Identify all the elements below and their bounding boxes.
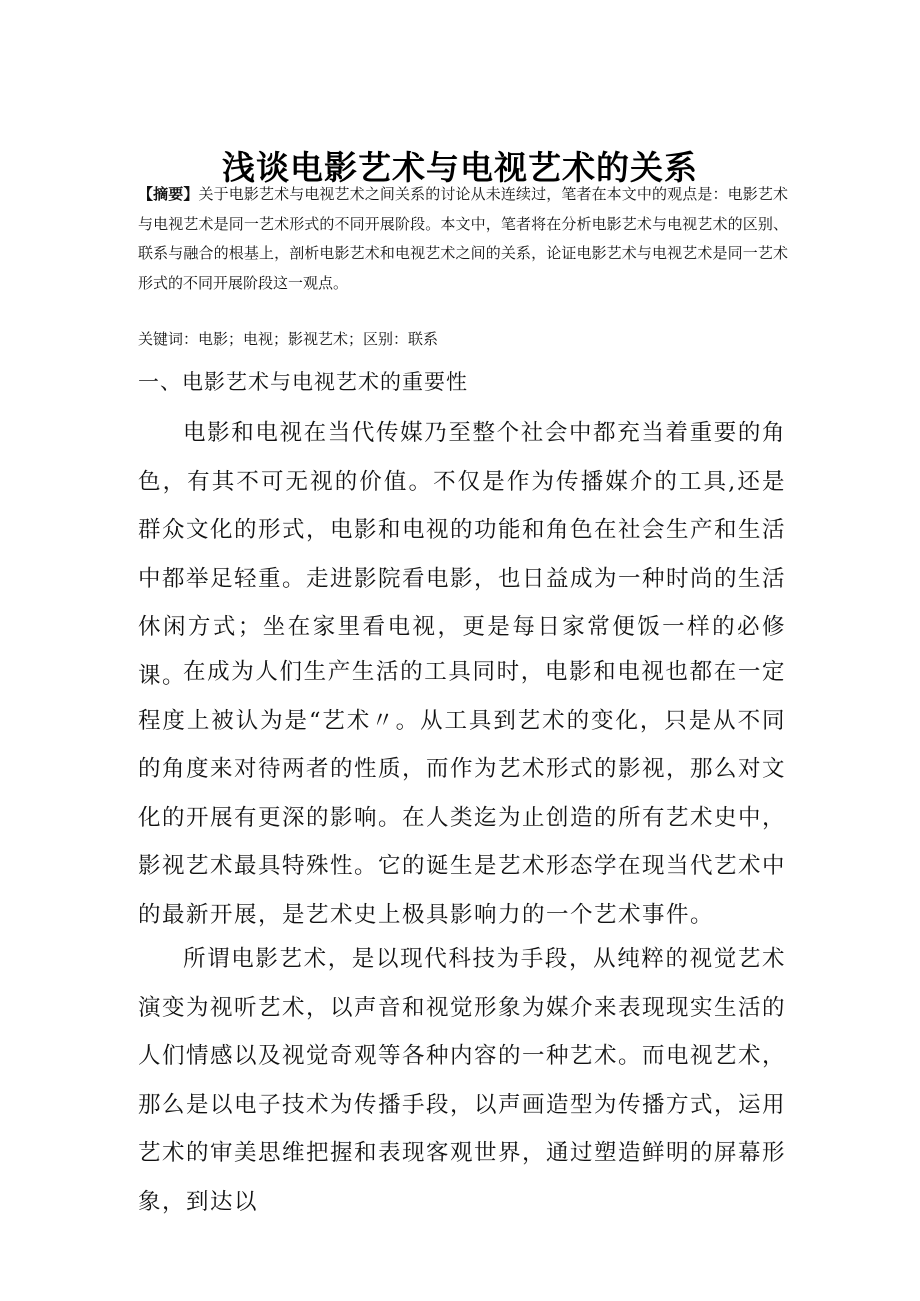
abstract	[138, 180, 788, 298]
abstract-label: 【摘要】	[138, 185, 199, 203]
abstract-text: 关于电影艺术与电视艺术之间关系的讨论从未连续过，笔者在本文中的观点是：电影艺术与电视艺术是同一艺术形式的不同开展阶段。本文中，笔者将在分析电影艺术与电视艺术的区别、联系与融合的根基上，剖析电影艺术和电视艺术之间的关系，论证电影艺术与电视艺术是同一艺术形式的不同开展阶段这一观点。	[138, 185, 788, 292]
keywords: 关键词：电影；电视；影视艺术；区别：联系	[138, 330, 439, 348]
body-paragraph: 所谓电影艺术，是以现代科技为手段，从纯粹的视觉艺术演变为视听艺术，以声音和视觉形象为媒介来表现现实生活的人们情感以及视觉奇观等各种内容的一种艺术。而电视艺术，那么是以电子技术为传播手段，以声画造型为传播方式，运用艺术的审美思维把握和表现客观世界，通过塑造鲜明的屏幕形象，到达以	[138, 946, 787, 1215]
body-paragraph: 在成为人们生产生活的工具同时，电影和电视也都在一定程度上被认为是“艺术〃。从工具到艺术的变化，只是从不同的角度来对待两者的性质，而作为艺术形式的影视，那么对文化的开展有更深的影响。在人类迄为止创造的所有艺术史中，影视艺术最具特殊性。它的诞生是艺术形态学在现当代艺术中的最新开展，是艺术史上极具影响力的一个艺术事件。	[138, 659, 787, 928]
section-heading: 一、电影艺术与电视艺术的重要性	[138, 370, 468, 394]
body-paragraph: 电影和电视在当代传媒乃至整个社会中都充当着重要的角色，有其不可无视的价值。不仅是作为传播媒介的工具,还是群众文化的形式，电影和电视的功能和角色在社会生产和生活中都举足轻重。走进影院看电影，也日益成为一种时尚的生活休闲方式；坐在家里看电视，更是每日家常便饭一样的必修课。	[138, 420, 787, 689]
document-title: 浅谈电影艺术与电视艺术的关系	[222, 148, 698, 188]
